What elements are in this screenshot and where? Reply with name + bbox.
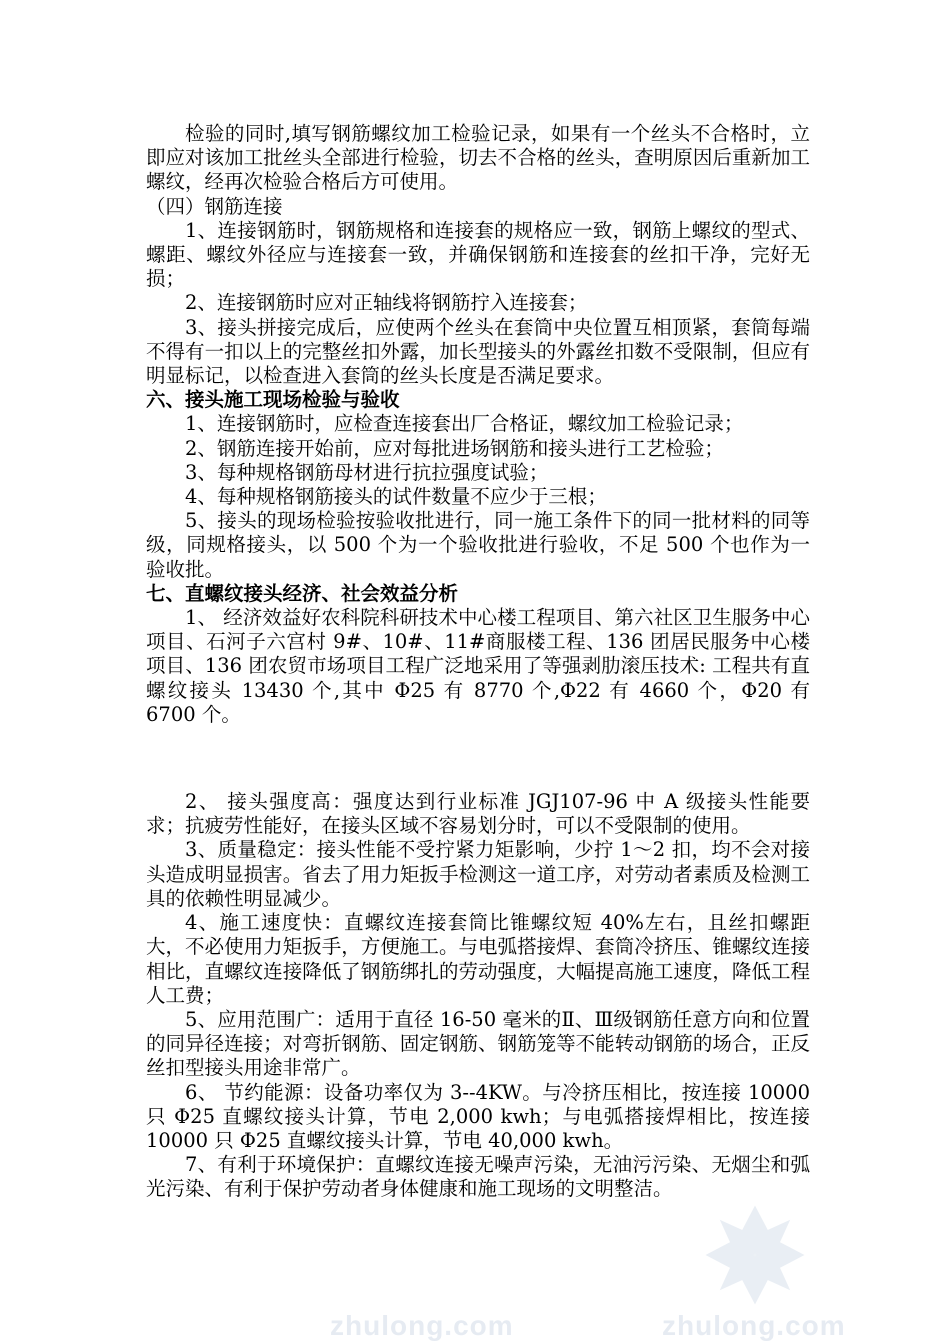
body-paragraph: 5、应用范围广：适用于直径 16-50 毫米的Ⅱ、Ⅲ级钢筋任意方向和位置的同异径连接；对弯折钢筋、固定钢筋、钢筋笼等不能转动钢筋的场合，正反丝扣型接头用途非常广。 [146, 1007, 810, 1080]
body-paragraph: 2、钢筋连接开始前，应对每批进场钢筋和接头进行工艺检验； [185, 436, 724, 460]
watermark-text-right: zhulong.com [662, 1310, 846, 1341]
body-paragraph: 4、每种规格钢筋接头的试件数量不应少于三根； [185, 485, 607, 509]
body-paragraph: 2、连接钢筋时应对正轴线将钢筋拧入连接套； [185, 291, 588, 315]
body-paragraph: 3、质量稳定：接头性能不受拧紧力矩影响，少拧 1～2 扣，均不会对接头造成明显损害。省去了用力矩扳手检测这一道工序，对劳动者素质及检测工具的依赖性明显减少。 [146, 838, 810, 910]
document-page [146, 122, 810, 1202]
body-paragraph: 7、有利于环境保护：直螺纹连接无噪声污染，无油污污染、无烟尘和弧光污染、有利于保护劳动者身体健康和施工现场的文明整洁。 [146, 1153, 810, 1201]
body-paragraph: 3、每种规格钢筋母材进行抗拉强度试验； [185, 460, 549, 484]
body-paragraph: 3、接头拼接完成后，应使两个丝头在套筒中央位置互相顶紧，套筒每端不得有一扣以上的完整丝扣外露，加长型接头的外露丝扣数不受限制，但应有明显标记，以检查进入套筒的丝头长度是否满足要求。 [146, 315, 810, 388]
section-heading: 七、直螺纹接头经济、社会效益分析 [146, 581, 459, 605]
body-paragraph: 4、施工速度快：直螺纹连接套筒比锥螺纹短 40%左右，且丝扣螺距大，不必使用力矩扳手，方便施工。与电弧搭接焊、套筒冷挤压、锥螺纹连接相比，直螺纹连接降低了钢筋绑扎的劳动强度，大幅提高施工速度，降低工程人工费； [146, 911, 810, 1007]
watermark-text-left: zhulong.com [330, 1310, 514, 1341]
body-paragraph: 1、连接钢筋时，钢筋规格和连接套的规格应一致，钢筋上螺纹的型式、螺距、螺纹外径应与连接套一致，并确保钢筋和连接套的丝扣干净，完好无损； [146, 218, 810, 291]
section-heading: 六、接头施工现场检验与验收 [146, 388, 400, 412]
body-paragraph: 6、 节约能源：设备功率仅为 3--4KW。与冷挤压相比，按连接 10000 只 Φ25 直螺纹接头计算，节电 2,000 kwh；与电弧搭接焊相比，按连接 10000 只 Φ25 直螺纹接头计算，节电 40,000 kwh。 [146, 1080, 810, 1152]
body-paragraph: 1、 经济效益好农科院科研技术中心楼工程项目、第六社区卫生服务中心项目、石河子六宫村 9#、10#、11#商服楼工程、136 团居民服务中心楼项目、136 团农贸市场项目工程广泛地采用了等强剥肋滚压技术: 工程共有直螺纹接头 13430 个,其中 Φ25 有 8770 个,Φ22 有 4660 个，Φ20 有 6700 个。 [146, 606, 810, 726]
body-paragraph: 1、连接钢筋时，应检查连接套出厂合格证，螺纹加工检验记录； [185, 412, 744, 436]
blank-line [146, 747, 810, 771]
body-paragraph: 5、接头的现场检验按验收批进行，同一施工条件下的同一批材料的同等级，同规格接头，以 500 个为一个验收批进行验收，不足 500 个也作为一验收批。 [146, 509, 810, 581]
watermark-logo-icon [700, 1200, 810, 1310]
body-paragraph: （四）钢筋连接 [146, 194, 283, 218]
body-paragraph: 2、 接头强度高：强度达到行业标准 JGJ107-96 中 A 级接头性能要求；抗疲劳性能好，在接头区域不容易划分时，可以不受限制的使用。 [146, 790, 810, 838]
body-paragraph: 检验的同时,填写钢筋螺纹加工检验记录，如果有一个丝头不合格时，立即应对该加工批丝头全部进行检验，切去不合格的丝头，查明原因后重新加工螺纹，经再次检验合格后方可使用。 [146, 122, 810, 194]
